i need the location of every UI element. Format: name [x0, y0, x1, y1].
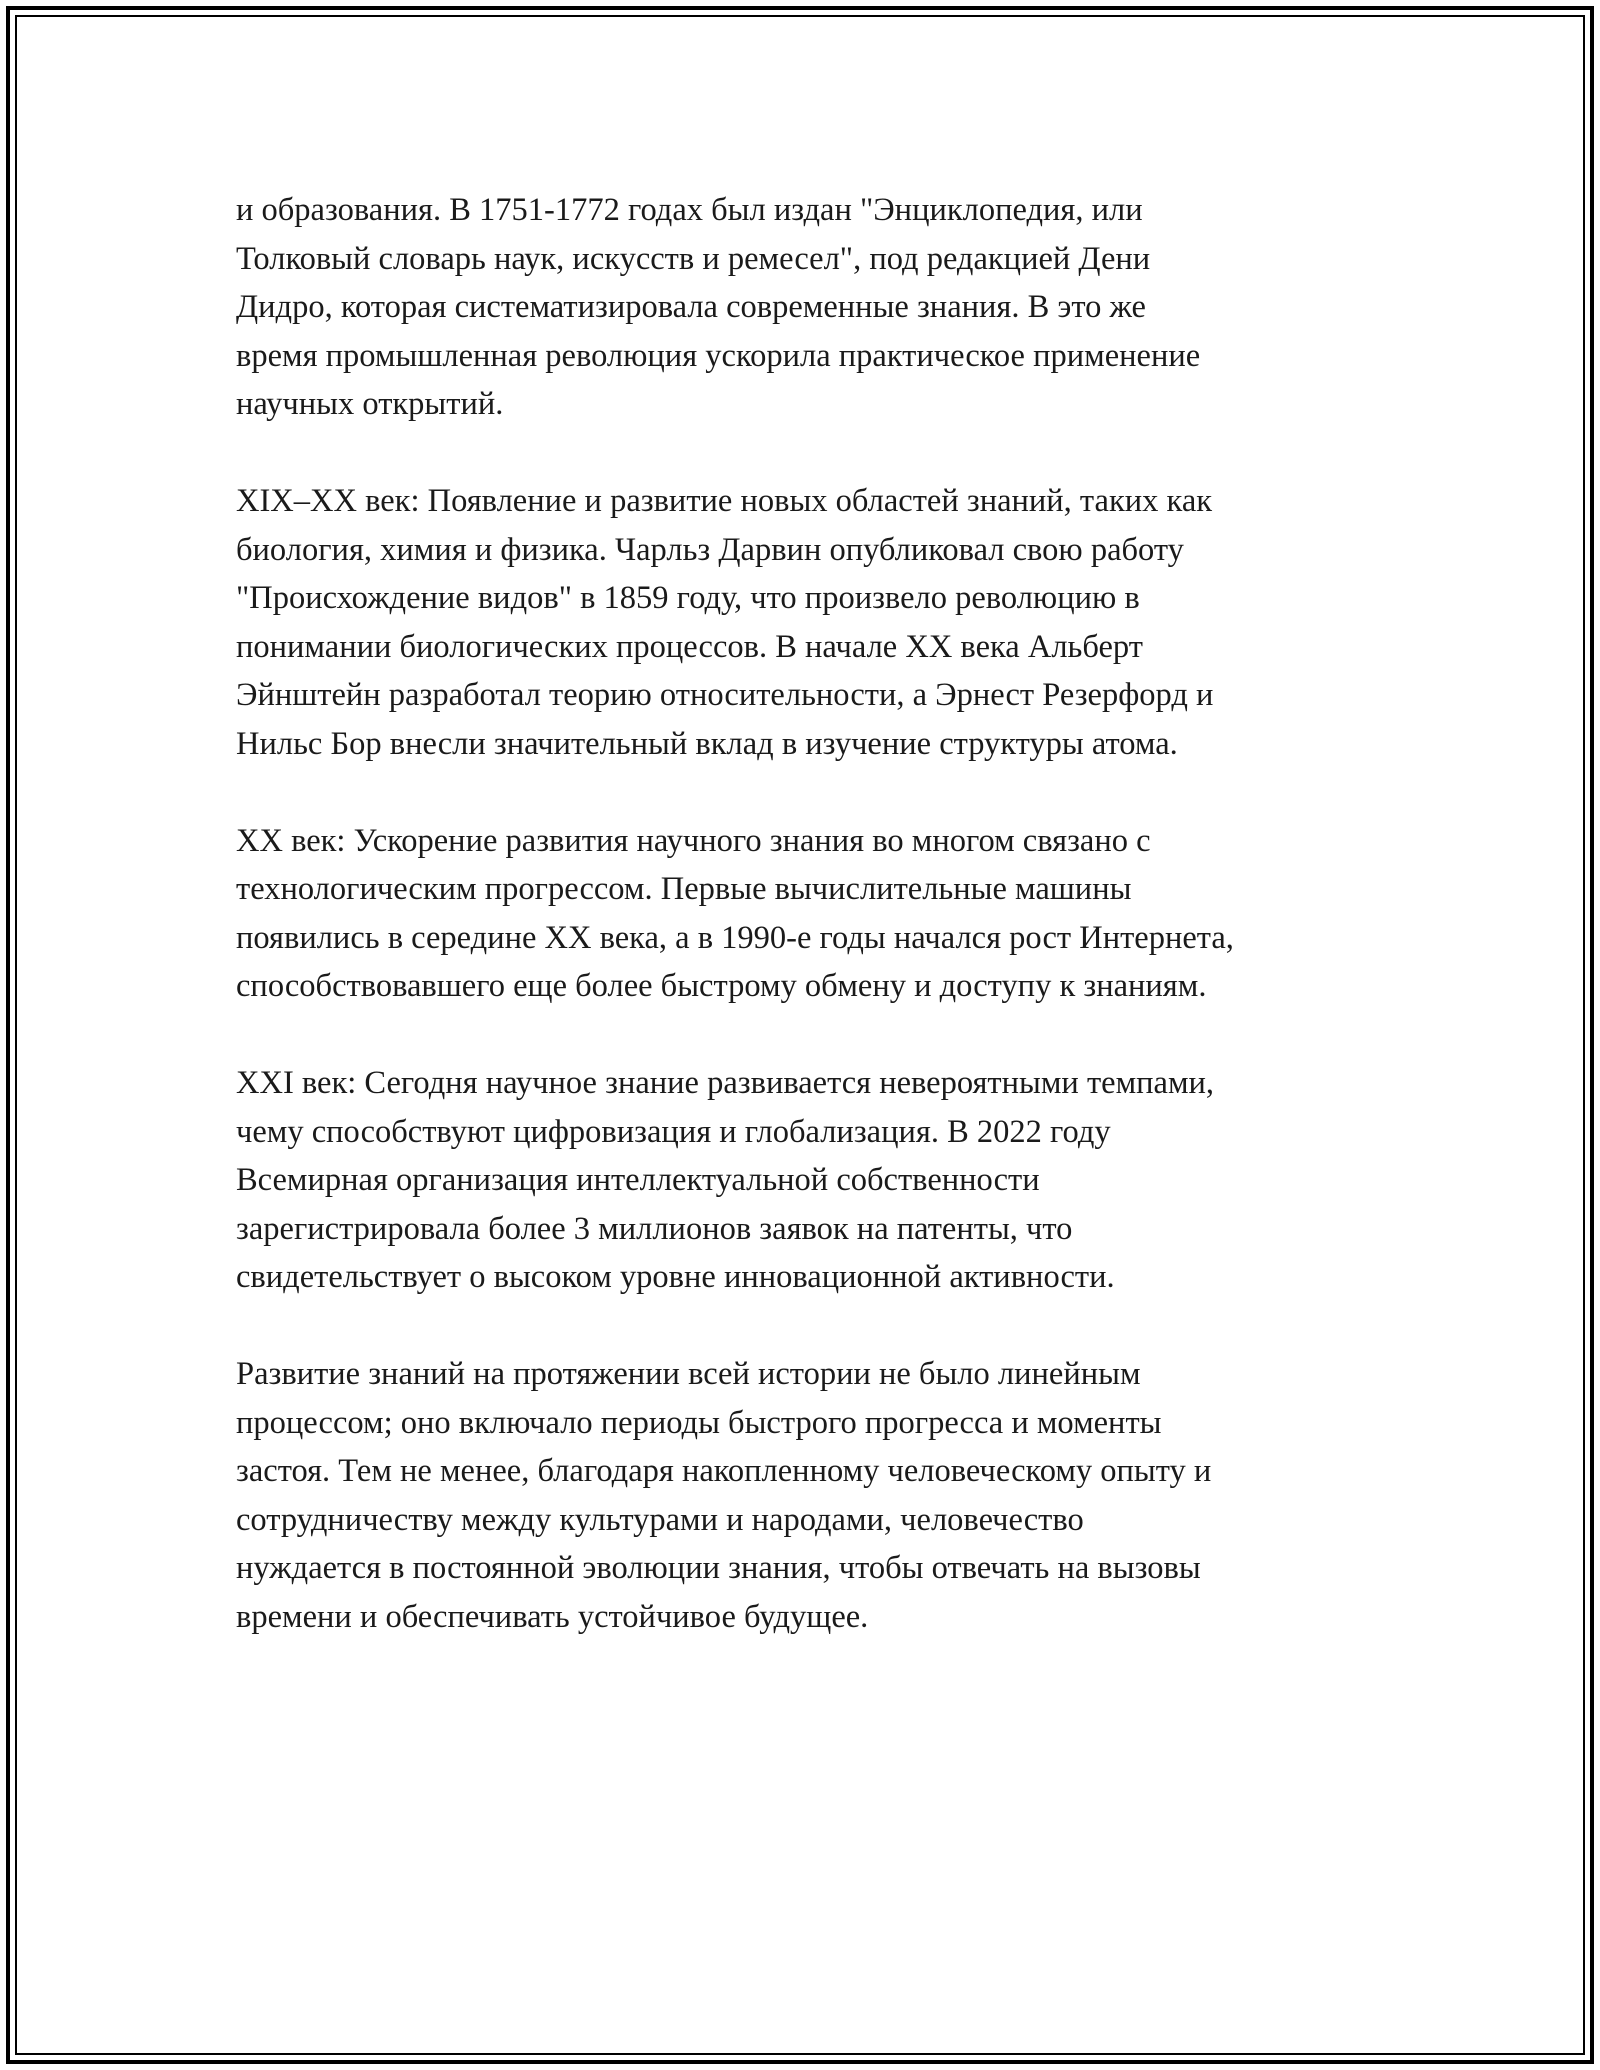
text-line: нуждается в постоянной эволюции знания, чтобы отвечать на вызовы: [236, 1550, 1201, 1586]
text-line: технологическим прогрессом. Первые вычислительные машины: [236, 871, 1132, 907]
text-line: сотрудничеству между культурами и народами, человечество: [236, 1501, 1084, 1538]
text-line: зарегистрировала более 3 миллионов заявок на патенты, что: [236, 1210, 1073, 1247]
text-line: научных открытий.: [236, 386, 504, 422]
text-line: понимании биологических процессов. В начале XX века Альберт: [236, 628, 1143, 665]
text-line: XXI век: Сегодня научное знание развивается невероятными темпами,: [236, 1065, 1215, 1101]
text-line: чему способствуют цифровизация и глобализация. В 2022 году: [236, 1113, 1111, 1150]
paragraph-21-century: [236, 1059, 1386, 1302]
text-line: Развитие знаний на протяжении всей истории не было линейным: [236, 1356, 1141, 1392]
text-line: процессом; оно включало периоды быстрого прогресса и моменты: [236, 1404, 1162, 1441]
text-line: XX век: Ускорение развития научного знания во многом связано с: [236, 822, 1151, 859]
text-line: времени и обеспечивать устойчивое будущее.: [236, 1598, 869, 1635]
paragraph-enlightenment: [236, 186, 1386, 429]
paragraph-conclusion: [236, 1350, 1386, 1641]
text-line: и образования. В 1751-1772 годах был издан "Энциклопедия, или: [236, 192, 1143, 228]
text-line: Всемирная организация интеллектуальной собственности: [236, 1162, 1040, 1198]
text-line: Нильс Бор внесли значительный вклад в изучение структуры атома.: [236, 725, 1178, 762]
text-line: Толковый словарь наук, искусств и ремесел", под редакцией Дени: [236, 240, 1151, 277]
document-body: [236, 186, 1386, 1690]
text-line: время промышленная революция ускорила практическое применение: [236, 337, 1201, 374]
text-line: Дидро, которая систематизировала современные знания. В это же: [236, 289, 1146, 325]
paragraph-19-20-century: [236, 477, 1386, 768]
paragraph-20-century: [236, 817, 1386, 1011]
text-line: биология, химия и физика. Чарльз Дарвин опубликовал свою работу: [236, 531, 1184, 568]
text-line: свидетельствует о высоком уровне инновационной активности.: [236, 1259, 1115, 1295]
text-line: появились в середине XX века, а в 1990-е годы начался рост Интернета,: [236, 919, 1234, 956]
text-line: застоя. Тем не менее, благодаря накопленному человеческому опыту и: [236, 1453, 1212, 1489]
text-line: Эйнштейн разработал теорию относительности, а Эрнест Резерфорд и: [236, 677, 1214, 713]
text-line: XIX–XX век: Появление и развитие новых областей знаний, таких как: [236, 483, 1213, 519]
text-line: "Происхождение видов" в 1859 году, что произвело революцию в: [236, 580, 1140, 616]
text-line: способствовавшего еще более быстрому обмену и доступу к знаниям.: [236, 968, 1207, 1004]
